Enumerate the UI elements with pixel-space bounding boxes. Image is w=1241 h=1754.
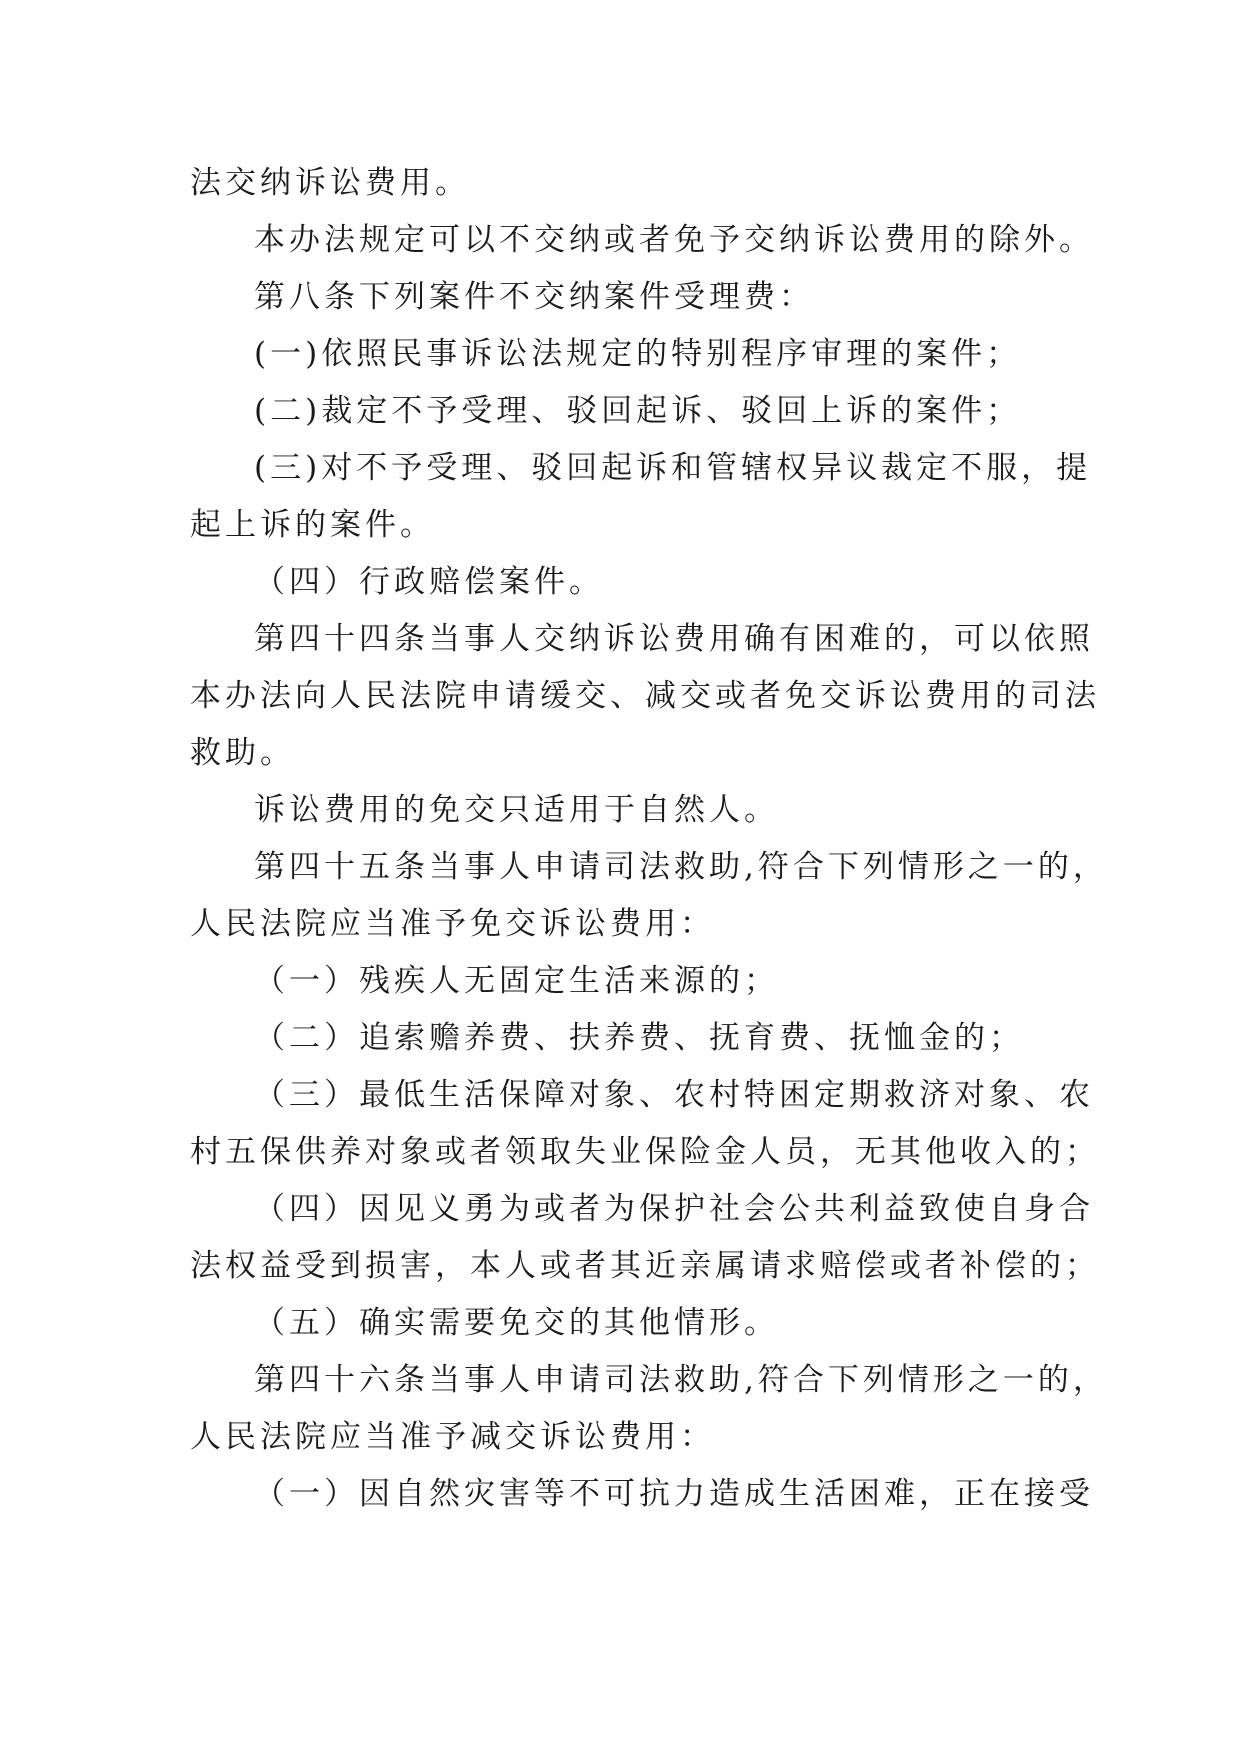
document-body — [190, 155, 1108, 1523]
text-line: 法交纳诉讼费用。 — [190, 165, 470, 201]
text-line: 人民法院应当准予减交诉讼费用： — [190, 1419, 715, 1455]
text-line: 本办法规定可以不交纳或者免予交纳诉讼费用的除外。 — [254, 222, 1094, 258]
text-line: 诉讼费用的免交只适用于自然人。 — [254, 792, 779, 828]
text-line: 村五保供养对象或者领取失业保险金人员，无其他收入的； — [190, 1134, 1100, 1170]
text-line: （三）最低生活保障对象、农村特困定期救济对象、农 — [254, 1077, 1094, 1113]
text-line: (二)裁定不予受理、驳回起诉、驳回上诉的案件； — [254, 393, 1022, 429]
text-line: 法权益受到损害，本人或者其近亲属请求赔偿或者补偿的； — [190, 1248, 1100, 1284]
text-line: 本办法向人民法院申请缓交、减交或者免交诉讼费用的司法 — [190, 678, 1100, 714]
text-line: (一)依照民事诉讼法规定的特别程序审理的案件； — [254, 336, 1022, 372]
text-line: 第四十五条当事人申请司法救助,符合下列情形之一的， — [254, 849, 1108, 885]
text-line: （一）因自然灾害等不可抗力造成生活困难，正在接受 — [254, 1476, 1094, 1512]
text-line: （二）追索赡养费、扶养费、抚育费、抚恤金的； — [254, 1020, 1024, 1056]
text-line: （一）残疾人无固定生活来源的； — [254, 963, 779, 999]
text-line: 人民法院应当准予免交诉讼费用： — [190, 906, 715, 942]
text-line: 救助。 — [190, 735, 295, 771]
text-line: 第八条下列案件不交纳案件受理费： — [254, 279, 814, 315]
text-line: 第四十六条当事人申请司法救助,符合下列情形之一的， — [254, 1362, 1108, 1398]
text-line: （四）行政赔偿案件。 — [254, 564, 604, 600]
text-line: （五）确实需要免交的其他情形。 — [254, 1305, 779, 1341]
text-line: (三)对不予受理、驳回起诉和管辖权异议裁定不服，提 — [254, 450, 1092, 486]
text-line: 起上诉的案件。 — [190, 507, 435, 543]
text-line: 第四十四条当事人交纳诉讼费用确有困难的，可以依照 — [254, 621, 1094, 657]
text-line: （四）因见义勇为或者为保护社会公共利益致使自身合 — [254, 1191, 1094, 1227]
